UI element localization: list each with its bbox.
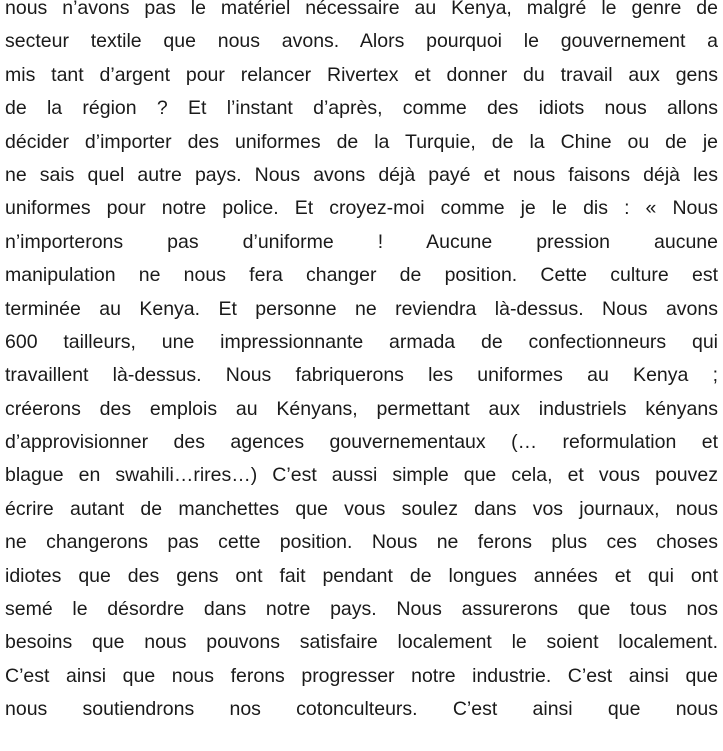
text-line-3: mis tant d’argent pour relancer Rivertex et donner du travail aux gens [5,63,718,86]
text-line-8: n’importerons pas d’uniforme ! Aucune pression aucune [5,230,718,253]
text-line-16: écrire autant de manchettes que vous soulez dans vos journaux, nous [5,497,718,520]
text-line-1: nous n’avons pas le matériel nécessaire au Kenya, malgré le genre de [5,0,718,19]
text-line-18: idiotes que des gens ont fait pendant de longues années et qui ont [5,564,718,587]
text-line-6: ne sais quel autre pays. Nous avons déjà payé et nous faisons déjà les [5,163,718,186]
text-line-21: C’est ainsi que nous ferons progresser notre industrie. C’est ainsi que [5,664,718,687]
text-line-13: créerons des emplois au Kényans, permettant aux industriels kényans [5,397,718,420]
text-line-17: ne changerons pas cette position. Nous ne ferons plus ces choses [5,531,718,554]
text-line-10: terminée au Kenya. Et personne ne reviendra là-dessus. Nous avons [5,297,718,320]
text-line-12: travaillent là-dessus. Nous fabriquerons les uniformes au Kenya ; [5,364,718,387]
text-line-7: uniformes pour notre police. Et croyez-moi comme je le dis : « Nous [5,197,718,220]
text-line-9: manipulation ne nous fera changer de position. Cette culture est [5,264,718,287]
document-body [5,0,718,727]
text-line-4: de la région ? Et l’instant d’après, comme des idiots nous allons [5,97,718,120]
text-line-19: semé le désordre dans notre pays. Nous assurerons que tous nos [5,598,718,621]
text-line-5: décider d’importer des uniformes de la Turquie, de la Chine ou de je [5,130,718,153]
text-line-22: nous soutiendrons nos cotonculteurs. C’est ainsi que nous [5,698,718,721]
text-line-20: besoins que nous pouvons satisfaire localement le soient localement. [5,631,718,654]
text-line-2: secteur textile que nous avons. Alors pourquoi le gouvernement a [5,30,718,53]
text-line-15: blague en swahili…rires…) C’est aussi simple que cela, et vous pouvez [5,464,718,487]
text-line-14: d’approvisionner des agences gouvernementaux (… reformulation et [5,431,718,454]
text-line-11: 600 tailleurs, une impressionnante armada de confectionneurs qui [5,330,718,353]
